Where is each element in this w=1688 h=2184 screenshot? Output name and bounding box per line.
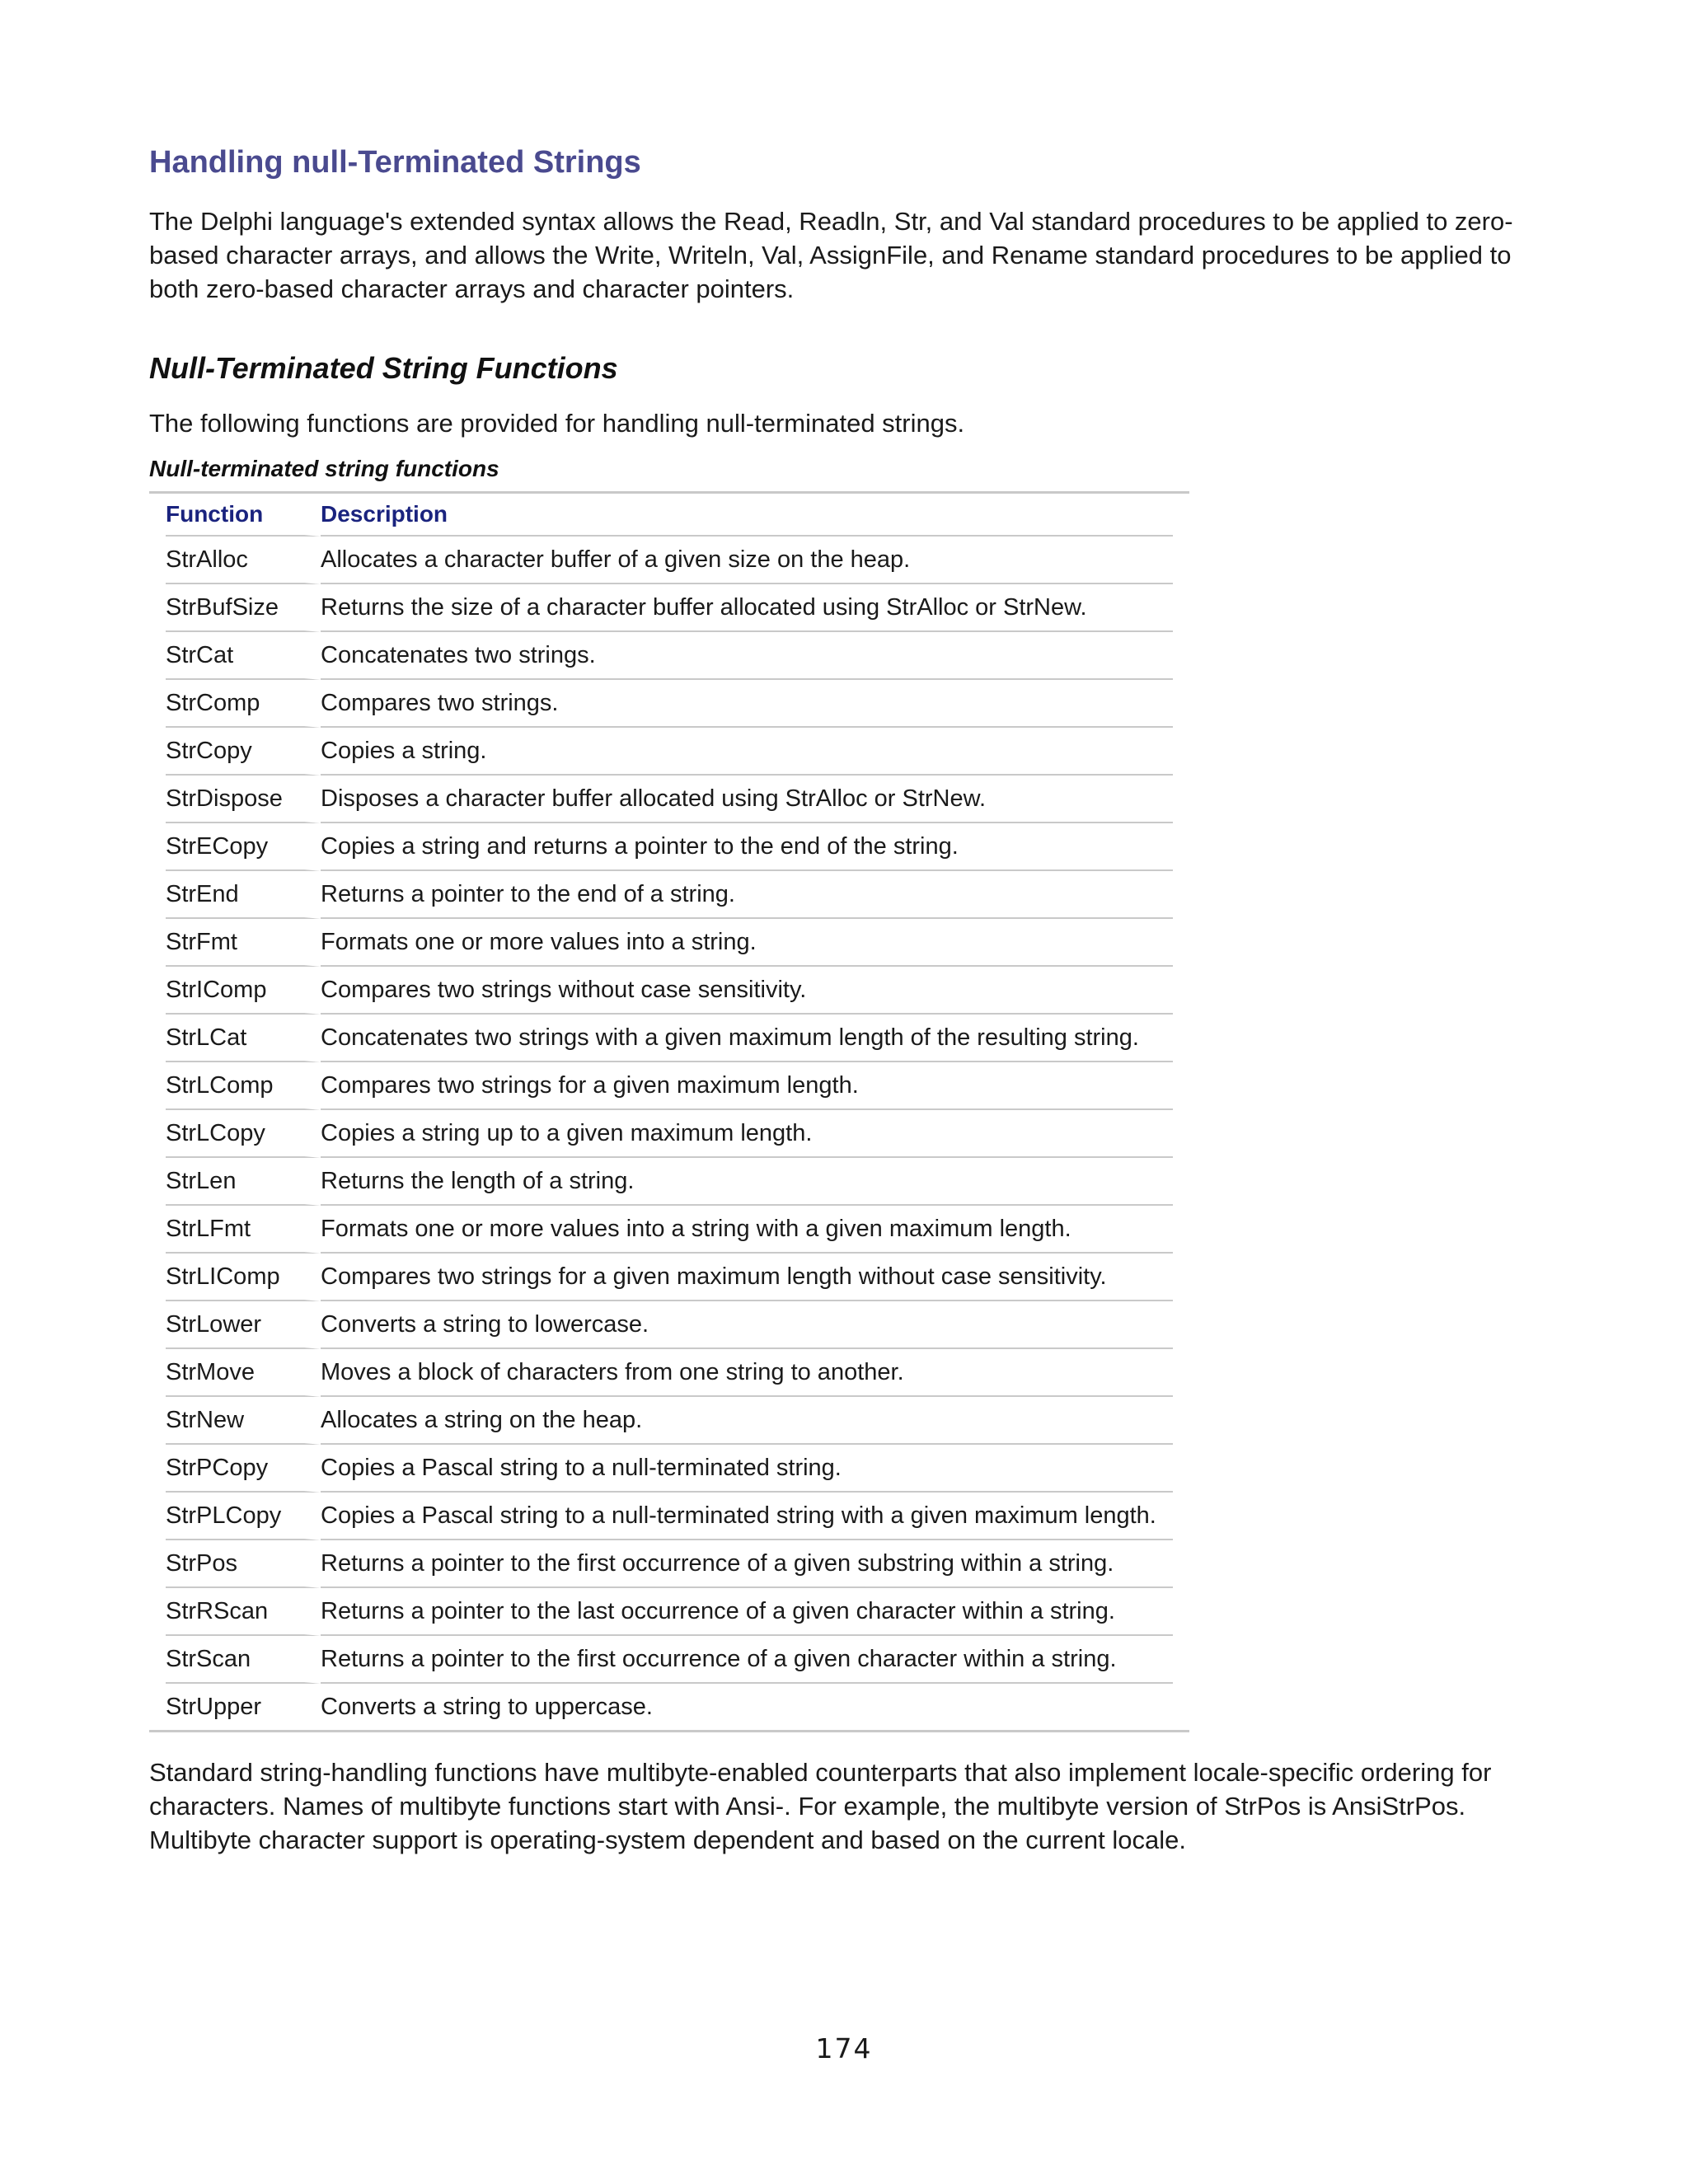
table-row xyxy=(166,1445,1173,1493)
function-description-cell: Converts a string to lowercase. xyxy=(321,1301,1173,1349)
function-description-cell: Returns a pointer to the first occurrence of a given substring within a string. xyxy=(321,1540,1173,1588)
table-row xyxy=(166,1062,1173,1110)
function-name-cell: StrCat xyxy=(166,632,321,680)
function-description-cell: Disposes a character buffer allocated using StrAlloc or StrNew. xyxy=(321,776,1173,823)
function-name-cell: StrNew xyxy=(166,1397,321,1445)
function-name-cell: StrLFmt xyxy=(166,1206,321,1254)
outro-paragraph: Standard string-handling functions have multibyte-enabled counterparts that also implement locale-specific ordering for characters. Names of multibyte functions start with Ansi-. For example, the multibyte version of StrPos is AnsiStrPos. Multibyte character support is operating-system dependent and based on the current locale. xyxy=(149,1758,1492,1854)
function-description-cell: Copies a string. xyxy=(321,728,1173,776)
function-description-cell: Compares two strings for a given maximum length without case sensitivity. xyxy=(321,1254,1173,1301)
table-row xyxy=(166,823,1173,871)
function-description-cell: Moves a block of characters from one string to another. xyxy=(321,1349,1173,1397)
header-description: Description xyxy=(321,494,1173,537)
function-description-cell: Converts a string to uppercase. xyxy=(321,1693,653,1720)
function-name-cell: StrIComp xyxy=(166,967,321,1015)
table-row xyxy=(166,919,1173,967)
function-name-cell: StrBufSize xyxy=(166,584,321,632)
table-row xyxy=(166,632,1173,680)
function-name-cell: StrLower xyxy=(166,1301,321,1349)
table-row xyxy=(166,1588,1173,1636)
table-row xyxy=(166,1158,1173,1206)
function-description-cell: Returns a pointer to the last occurrence of a given character within a string. xyxy=(321,1588,1173,1636)
table-row xyxy=(166,1206,1173,1254)
table-row xyxy=(166,967,1173,1015)
table-row xyxy=(166,680,1173,728)
function-description-cell: Copies a Pascal string to a null-terminated string. xyxy=(321,1445,1173,1493)
function-name-cell: StrPLCopy xyxy=(166,1493,321,1540)
function-name-cell: StrECopy xyxy=(166,823,321,871)
function-description-cell: Compares two strings. xyxy=(321,680,1173,728)
function-description-cell: Returns a pointer to the end of a string. xyxy=(321,871,1173,919)
page-number: 174 xyxy=(815,2032,873,2064)
table-body xyxy=(166,537,1173,1730)
table-row xyxy=(166,537,1173,584)
intro-paragraph: The Delphi language's extended syntax allows the Read, Readln, Str, and Val standard procedures to be applied to zero-based character arrays, and allows the Write, Writeln, Val, AssignFile, and Rename standard procedures to be applied to both zero-based character arrays and character pointers. xyxy=(149,207,1513,303)
function-name-cell: StrMove xyxy=(166,1349,321,1397)
subsection-title: Null-Terminated String Functions xyxy=(149,351,618,385)
function-description-cell: Returns the size of a character buffer allocated using StrAlloc or StrNew. xyxy=(321,584,1173,632)
function-table xyxy=(166,494,1173,1730)
table-row xyxy=(166,1015,1173,1062)
table-caption: Null-terminated string functions xyxy=(149,456,499,481)
function-name-cell: StrEnd xyxy=(166,871,321,919)
function-description-cell: Formats one or more values into a string with a given maximum length. xyxy=(321,1206,1173,1254)
function-name-cell: StrLCat xyxy=(166,1015,321,1062)
function-name-cell: StrLComp xyxy=(166,1062,321,1110)
function-name-cell: StrRScan xyxy=(166,1588,321,1636)
function-description-cell: Concatenates two strings. xyxy=(321,632,1173,680)
function-description-cell: Formats one or more values into a string. xyxy=(321,919,1173,967)
function-description-cell: Allocates a string on the heap. xyxy=(321,1397,1173,1445)
table-row xyxy=(166,1110,1173,1158)
function-name-cell: StrCopy xyxy=(166,728,321,776)
function-name-cell: StrScan xyxy=(166,1636,321,1684)
function-description-cell: Compares two strings without case sensitivity. xyxy=(321,967,1173,1015)
function-name-cell: StrLen xyxy=(166,1158,321,1206)
table-row xyxy=(166,1636,1173,1684)
table-row xyxy=(166,776,1173,823)
function-name-cell: StrComp xyxy=(166,680,321,728)
table-row xyxy=(166,1540,1173,1588)
header-function: Function xyxy=(166,494,321,537)
function-table-wrapper xyxy=(149,491,1189,1732)
function-name-cell: StrDispose xyxy=(166,776,321,823)
function-description-cell: Returns the length of a string. xyxy=(321,1158,1173,1206)
table-header-row xyxy=(166,494,1173,537)
table-row xyxy=(166,1397,1173,1445)
function-name-cell: StrLIComp xyxy=(166,1254,321,1301)
function-name-cell: StrLCopy xyxy=(166,1110,321,1158)
function-name-cell: StrPos xyxy=(166,1540,321,1588)
function-description-cell: Concatenates two strings with a given maximum length of the resulting string. xyxy=(321,1015,1173,1062)
function-description-cell: Returns a pointer to the first occurrence of a given character within a string. xyxy=(321,1636,1173,1684)
table-row xyxy=(166,728,1173,776)
section-title: Handling null-Terminated Strings xyxy=(149,145,641,180)
table-row xyxy=(166,1254,1173,1301)
function-name-cell: StrUpper xyxy=(166,1684,321,1730)
function-name-cell: StrPCopy xyxy=(166,1445,321,1493)
function-description-cell: Copies a string up to a given maximum length. xyxy=(321,1110,1173,1158)
function-description-cell: Allocates a character buffer of a given size on the heap. xyxy=(321,537,1173,584)
table-row xyxy=(166,1493,1173,1540)
function-description-cell: Copies a string and returns a pointer to the end of the string. xyxy=(321,823,1173,871)
table-row xyxy=(166,1301,1173,1349)
function-name-cell: StrAlloc xyxy=(166,537,321,584)
table-row xyxy=(166,871,1173,919)
lead-paragraph: The following functions are provided for handling null-terminated strings. xyxy=(149,409,965,438)
function-name-cell: StrFmt xyxy=(166,919,321,967)
function-description-cell: Copies a Pascal string to a null-terminated string with a given maximum length. xyxy=(321,1493,1173,1540)
table-row xyxy=(166,1684,1173,1730)
function-description-cell: Compares two strings for a given maximum length. xyxy=(321,1062,1173,1110)
table-row xyxy=(166,584,1173,632)
table-row xyxy=(166,1349,1173,1397)
